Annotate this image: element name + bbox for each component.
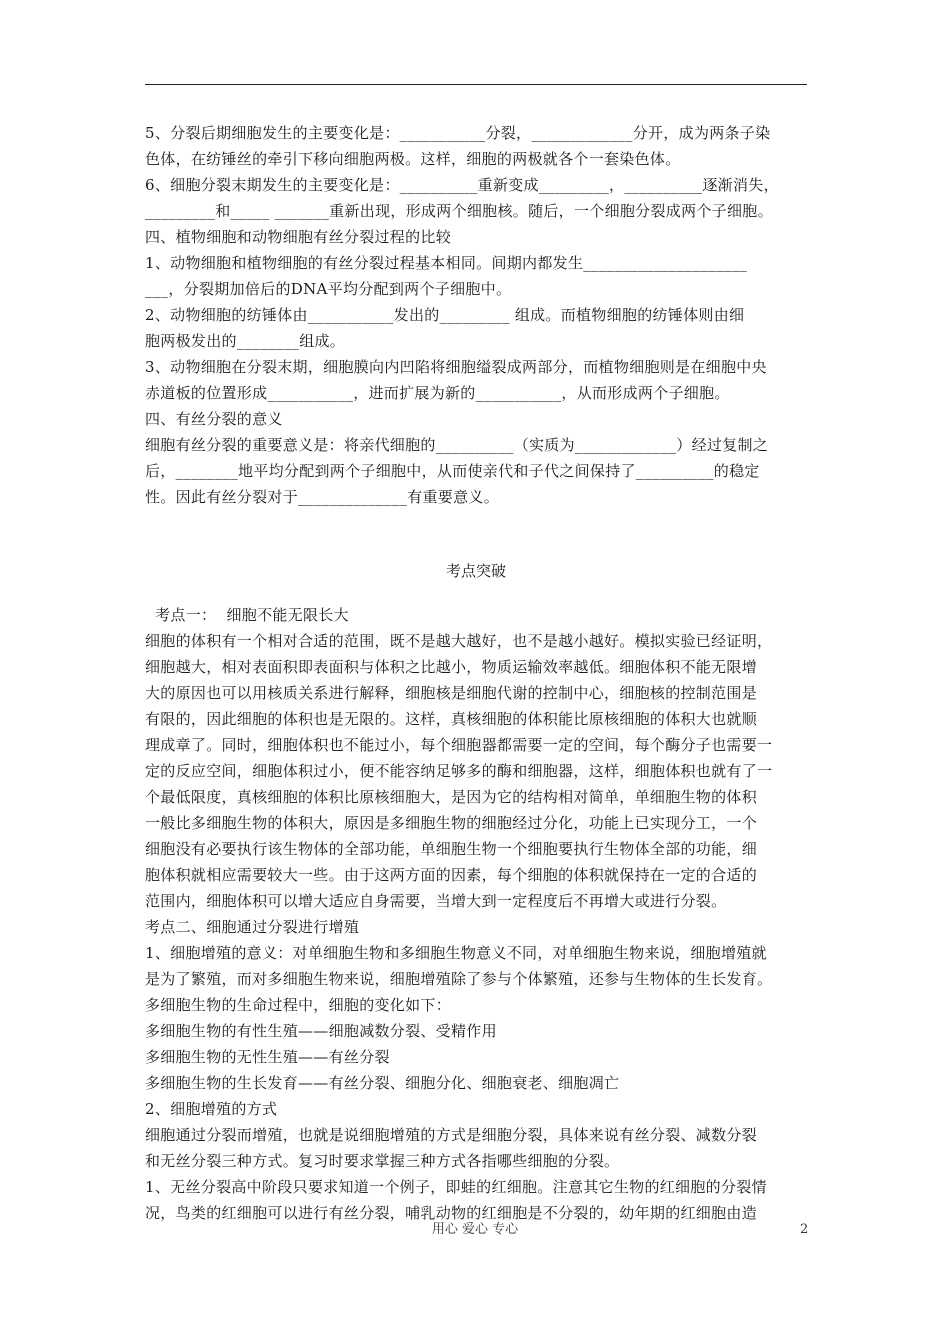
paragraph-line: ___，分裂期加倍后的DNA平均分配到两个子细胞中。	[145, 280, 512, 298]
paragraph-line: 细胞通过分裂而增殖，也就是说细胞增殖的方式是细胞分裂，具体来说有丝分裂、减数分裂	[145, 1126, 758, 1144]
paragraph-line: 有限的，因此细胞的体积也是无限的。这样，真核细胞的体积能比原核细胞的体积大也就顺	[145, 710, 758, 728]
section-a	[145, 120, 807, 510]
paragraph-line: 多细胞生物的生命过程中，细胞的变化如下：	[145, 996, 452, 1014]
paragraph-line: 定的反应空间，细胞体积过小，便不能容纳足够多的酶和细胞器，这样，细胞体积也就有了一	[145, 762, 773, 780]
paragraph-line: 6、细胞分裂末期发生的主要变化是：__________重新变成_________，__________逐渐消失，	[145, 176, 779, 194]
paragraph-line: 大的原因也可以用核质关系进行解释，细胞核是细胞代谢的控制中心，细胞核的控制范围是	[145, 684, 758, 702]
paragraph-line: 1、细胞增殖的意义：对单细胞生物和多细胞生物意义不同，对单细胞生物来说，细胞增殖就	[145, 944, 767, 962]
spacer	[145, 510, 807, 536]
paragraph-line: 胞体积就相应需要较大一些。由于这两方面的因素，每个细胞的体积就保持在一定的合适的	[145, 866, 758, 884]
paragraph-line: 细胞的体积有一个相对合适的范围，既不是越大越好，也不是越小越好。模拟实验已经证明，	[145, 632, 773, 650]
paragraph-line: 范围内，细胞体积可以增大适应自身需要，当增大到一定程度后不再增大或进行分裂。	[145, 892, 727, 910]
paragraph-line: 2、动物细胞的纺锤体由___________发出的_________ 组成。而植物细胞的纺锤体则由细	[145, 306, 745, 324]
section-b	[145, 602, 807, 1226]
list-item: 多细胞生物的无性生殖——有丝分裂	[145, 1048, 390, 1066]
paragraph-line: 理成章了。同时，细胞体积也不能过小，每个细胞器都需要一定的空间，每个酶分子也需要一	[145, 736, 773, 754]
paragraph-line: 细胞有丝分裂的重要意义是：将亲代细胞的__________（实质为_____________）经过复制之	[145, 436, 769, 454]
paragraph-line: 是为了繁殖，而对多细胞生物来说，细胞增殖除了参与个体繁殖，还参与生物体的生长发育。	[145, 970, 773, 988]
section-heading: 考点一： 细胞不能无限长大	[145, 606, 349, 624]
paragraph-line: 3、动物细胞在分裂末期，细胞膜向内凹陷将细胞缢裂成两部分，而植物细胞则是在细胞中央	[145, 358, 767, 376]
page-number: 2	[800, 1222, 809, 1237]
paragraph-line: 1、无丝分裂高中阶段只要求知道一个例子，即蛙的红细胞。注意其它生物的红细胞的分裂情	[145, 1178, 767, 1196]
page-footer	[0, 1218, 950, 1242]
section-title: 考点突破	[445, 562, 506, 580]
paragraph-line: 个最低限度，真核细胞的体积比原核细胞大，是因为它的结构相对简单，单细胞生物的体积	[145, 788, 758, 806]
paragraph-line: 细胞没有必要执行该生物体的全部功能，单细胞生物一个细胞要执行生物体全部的功能，细	[145, 840, 758, 858]
paragraph-line: 1、动物细胞和植物细胞的有丝分裂过程基本相同。间期内都发生_____________________	[145, 254, 748, 272]
document-body	[145, 120, 807, 1226]
paragraph-line: 细胞越大，相对表面积即表面积与体积之比越小，物质运输效率越低。细胞体积不能无限增	[145, 658, 758, 676]
paragraph-line: 性。因此有丝分裂对于______________有重要意义。	[145, 488, 500, 506]
paragraph-line: 况，鸟类的红细胞可以进行有丝分裂，哺乳动物的红细胞是不分裂的，幼年期的红细胞由造	[145, 1204, 758, 1222]
section-heading: 2、细胞增殖的方式	[145, 1100, 278, 1118]
section-heading: 四、有丝分裂的意义	[145, 410, 283, 428]
paragraph-line: 一般比多细胞生物的体积大，原因是多细胞生物的细胞经过分化，功能上已实现分工，一个	[145, 814, 758, 832]
paragraph-line: _________和_____ _______重新出现，形成两个细胞核。随后，一个细胞分裂成两个子细胞。	[145, 202, 773, 220]
paragraph-line: 后，________地平均分配到两个子细胞中，从而使亲代和子代之间保持了__________的稳定	[145, 462, 760, 480]
paragraph-line: 色体，在纺锤丝的牵引下移向细胞两极。这样，细胞的两极就各个一套染色体。	[145, 150, 681, 168]
list-item: 多细胞生物的生长发育——有丝分裂、细胞分化、细胞衰老、细胞凋亡	[145, 1074, 620, 1092]
section-heading: 考点二、细胞通过分裂进行增殖	[145, 918, 360, 936]
footer-slogan: 用心 爱心 专心	[431, 1222, 519, 1237]
paragraph-line: 赤道板的位置形成___________，进而扩展为新的___________，从而形成两个子细胞。	[145, 384, 730, 402]
header-rule	[145, 84, 807, 85]
list-item: 多细胞生物的有性生殖——细胞减数分裂、受精作用	[145, 1022, 497, 1040]
paragraph-line: 5、分裂后期细胞发生的主要变化是：___________分裂，_____________分开，成为两条子染	[145, 124, 771, 142]
paragraph-line: 和无丝分裂三种方式。复习时要求掌握三种方式各指哪些细胞的分裂。	[145, 1152, 620, 1170]
section-heading: 四、植物细胞和动物细胞有丝分裂过程的比较	[145, 228, 452, 246]
paragraph-line: 胞两极发出的________组成。	[145, 332, 346, 350]
